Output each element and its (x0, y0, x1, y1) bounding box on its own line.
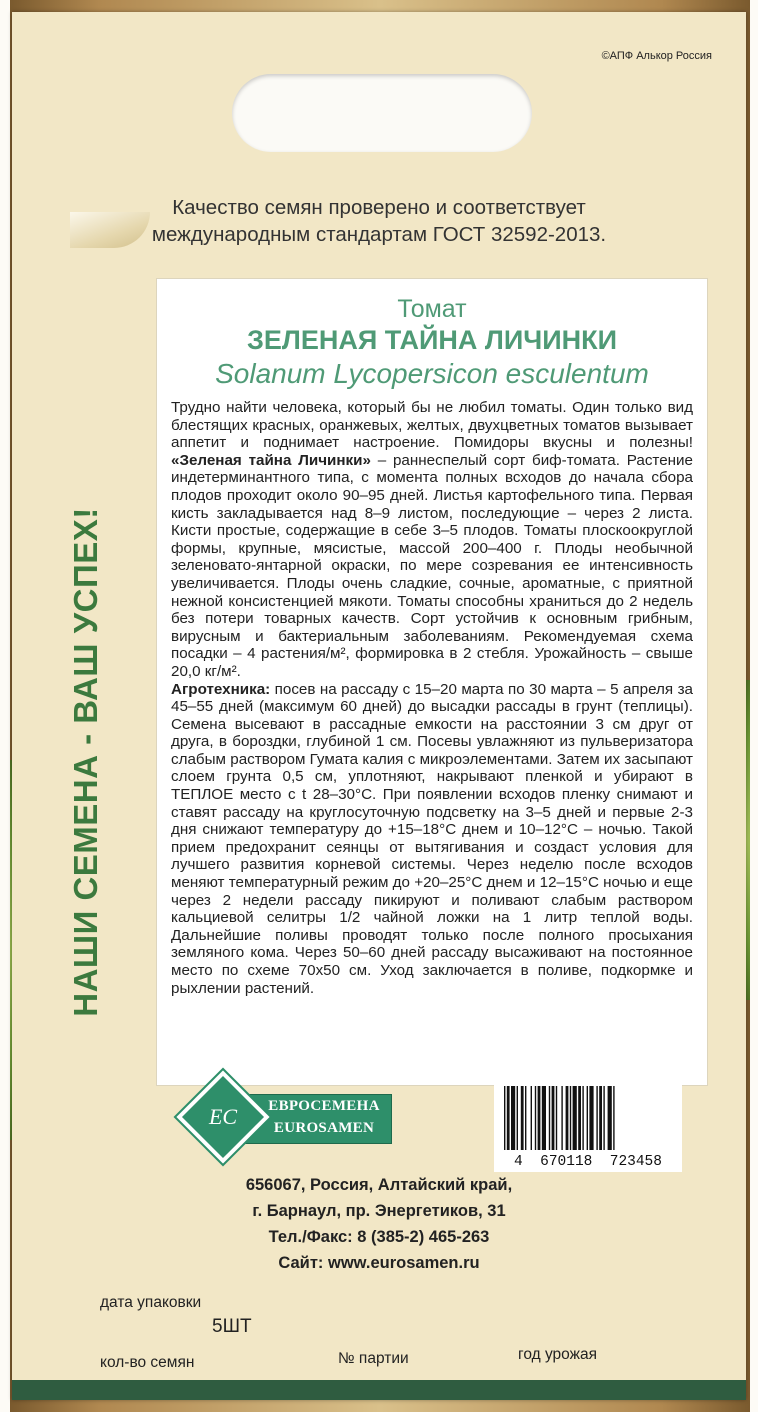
quality-notice (12, 194, 746, 248)
barcode-bar (613, 1086, 614, 1150)
barcode-bar (511, 1086, 515, 1150)
barcode (494, 1084, 682, 1172)
barcode-bar (521, 1086, 524, 1150)
barcode-bar (561, 1086, 562, 1150)
description-body: – раннеспелый сорт биф-томата. Растение индетерминантного типа, с момента полных всходов до начала сбора плодов проходит около 90–95 дней. Листья картофельного типа. Первая кисть закладывается над 8–9 листом, последующие – через 2 листа. Кисти простые, содержащие в себе 3–5 плодов. Томаты плоскоокруглой формы, крупные, мясистые, массой 200–400 г. Плоды необычной зеленовато-янтарной окраски, по мере созревания ее интенсивность увеличивается. Плоды очень сладкие, сочные, ароматные, с приятной нежной консистенцией мякоти. Томаты способны храниться до 2 недель без потери товарных качеств. Сорт устойчив к основным грибным, вирусным и бактериальным заболеваниям. Рекомендуемая схема посадки – 4 растения/м², формировка в 2 стебля. Урожайность – свыше 20,0 кг/м². (171, 451, 693, 680)
product-latin-name: Solanum Lycopersicon esculentum (215, 358, 649, 389)
seed-count-value: 5ШТ (212, 1316, 252, 1337)
barcode-number: 4 670118 723458 (514, 1154, 662, 1170)
seed-count-label: кол-во семян (100, 1354, 195, 1371)
batch-label: № партии (338, 1350, 409, 1367)
description-panel (156, 278, 708, 1086)
agro-label: Агротехника: (171, 680, 271, 698)
quality-notice-line-1: Качество семян проверено и соответствует (172, 196, 586, 219)
barcode-bar (582, 1086, 583, 1150)
copyright-notice: ©АПФ Алькор Россия (601, 50, 712, 62)
barcode-bar (603, 1086, 604, 1150)
logo-text-ru: ЕВРОСЕМЕНА (268, 1098, 380, 1114)
logo-monogram: ЕС (208, 1104, 238, 1129)
barcode-bar (538, 1086, 541, 1150)
logo-emblem-icon (176, 1070, 269, 1163)
barcode-bar (542, 1086, 546, 1150)
address-line-2: г. Барнаул, пр. Энергетиков, 31 (252, 1202, 506, 1220)
description-intro: Трудно найти человека, который бы не любил томаты. Один только вид блестящих красных, оранжевых, желтых, двухцветных томатов вызывает аппетит и поднимает настроение. Помидоры вкусны и полезны! (171, 399, 693, 452)
manufacturer-address (12, 1172, 746, 1276)
barcode-bar (566, 1086, 569, 1150)
barcode-bar (570, 1086, 571, 1150)
barcode-bar (589, 1086, 593, 1150)
address-website: Сайт: www.eurosamen.ru (278, 1254, 480, 1272)
barcode-bars (502, 1086, 674, 1150)
barcode-bar (531, 1086, 532, 1150)
variety-name-quote: «Зеленая тайна Личинки» (171, 451, 371, 469)
barcode-bar (573, 1086, 577, 1150)
barcode-bar (578, 1086, 581, 1150)
barcode-bar (587, 1086, 588, 1150)
barcode-bar (556, 1086, 557, 1150)
barcode-bar (596, 1086, 597, 1150)
description-text (171, 399, 693, 997)
barcode-bar (599, 1086, 602, 1150)
barcode-bar (535, 1086, 536, 1150)
pack-date-label: дата упаковки (100, 1294, 202, 1311)
agro-text: посев на рассаду с 15–20 марта по 30 марта – 5 апреля за 45–55 дней (максимум 60 дней) до высадки рассады в грунт (теплицы). Семена высевают в рассадные емкости на расстоянии 3 см друг от друга, в бороздки, глубиной 1 см. Посевы увлажняют из пульверизатора слабым раствором Гумата калия с микроэлементами. Затем их засыпают слоем грунта 0,5 см, уплотняют, накрывают пленкой и убирают в ТЕПЛОЕ место с t 28–30°С. При появлении всходов пленку снимают и ставят рассаду на круглосуточную подсветку на 3–5 дней и первые 2-3 дня снижают температуру до +15–18°С днем и 10–12°С – ночью. Такой прием предохранит сеянцы от вытягивания и создаст условия для лучшего развития корневой системы. Через неделю после всходов меняют температурный режим до +20–25°С днем и 12–15°С ночью и еще через 2 недели рассаду пикируют и поливают слабым раствором кальциевой селитры 1/2 чайной ложки на 1 литр теплой воды. Дальнейшие поливы проводят только после полного просыхания земляного кома. Через 50–60 дней рассаду высаживают на постоянное место по схеме 70х50 см. Уход заключается в поливе, подкормке и рыхлении растений. (171, 680, 693, 997)
barcode-bar (549, 1086, 550, 1150)
quality-notice-line-2: международным стандартам ГОСТ 32592-2013. (151, 223, 607, 246)
barcode-bar (517, 1086, 518, 1150)
barcode-bar (507, 1086, 510, 1150)
hang-hole (232, 74, 532, 152)
barcode-bar (504, 1086, 505, 1150)
bottom-band (12, 1380, 746, 1400)
address-phone: Тел./Факс: 8 (385-2) 465-263 (268, 1228, 490, 1246)
logo-text-en: EUROSAMEN (273, 1120, 375, 1136)
eurosamen-logo (184, 1078, 390, 1158)
product-kind: Томат (397, 295, 467, 323)
barcode-bar (608, 1086, 612, 1150)
seed-packet-back (12, 12, 746, 1400)
address-line-1: 656067, Россия, Алтайский край, (245, 1176, 513, 1194)
harvest-year-label: год урожая (518, 1346, 597, 1363)
barcode-bar (525, 1086, 526, 1150)
barcode-bar (552, 1086, 555, 1150)
product-name: ЗЕЛЕНАЯ ТАЙНА ЛИЧИНКИ (246, 325, 618, 355)
side-slogan: НАШИ СЕМЕНА - ВАШ УСПЕХ! (67, 507, 104, 1017)
